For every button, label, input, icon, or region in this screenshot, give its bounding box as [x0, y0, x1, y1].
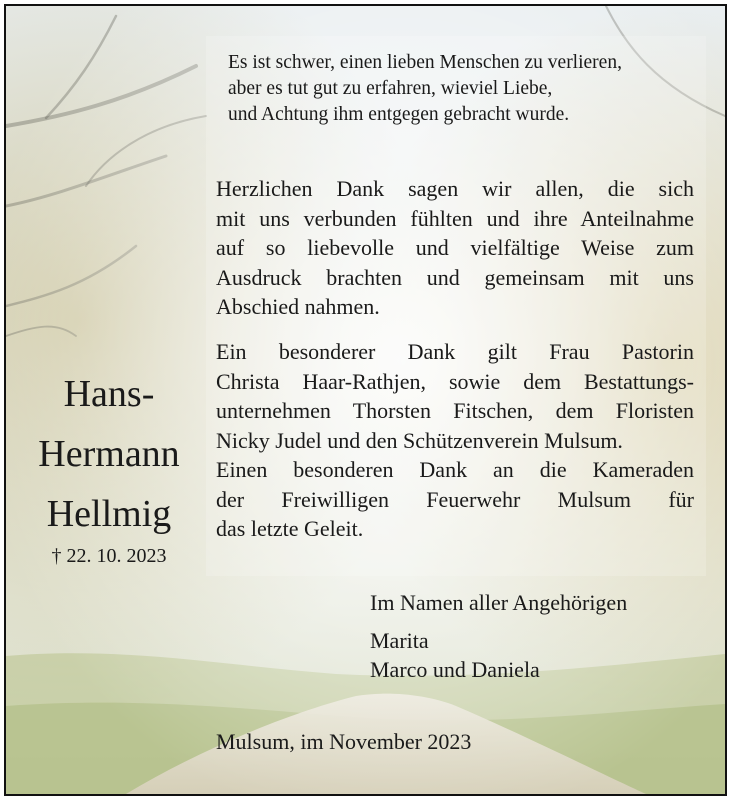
- paragraph-line: Ein besonderer Dank gilt Frau Pastorin: [216, 339, 694, 364]
- paragraph-line: Ausdruck brachten und gemeinsam mit uns: [216, 264, 694, 290]
- paragraph-line: mit uns verbunden fühlten und ihre Anteilnahme: [216, 205, 694, 231]
- signatory-name: Marita: [370, 628, 429, 653]
- paragraph-line: unternehmen Thorsten Fitschen, dem Floristen: [216, 398, 694, 423]
- quote-line: Es ist schwer, einen lieben Menschen zu verlieren,: [228, 52, 622, 73]
- name-line: Hans-: [63, 373, 155, 415]
- paragraph-line: das letzte Geleit.: [216, 516, 364, 541]
- paragraph-line: Herzlichen Dank sagen wir allen, die sich: [216, 176, 694, 201]
- signature-names: [370, 626, 540, 684]
- paragraph-line: Nicky Judel und den Schützenverein Mulsum.: [216, 427, 623, 453]
- paragraph-line: Einen besonderen Dank an die Kameraden: [216, 457, 694, 482]
- obituary-notice: [4, 4, 727, 796]
- paragraph-line: Christa Haar-Rathjen, sowie dem Bestattungs-: [216, 368, 694, 394]
- quote-line: und Achtung ihm entgegen gebracht wurde.: [228, 104, 570, 125]
- death-date: † 22. 10. 2023: [51, 545, 167, 567]
- thanks-paragraph-2: [216, 337, 694, 544]
- paragraph-line: auf so liebevolle und vielfältige Weise zum: [216, 235, 694, 260]
- quote-line: aber es tut gut zu erfahren, wieviel Liebe,: [228, 78, 553, 99]
- signatory-name: Marco und Daniela: [370, 657, 540, 682]
- consolation-quote: [228, 50, 622, 128]
- signature-intro: Im Namen aller Angehörigen: [370, 590, 628, 615]
- deceased-name: [14, 364, 204, 544]
- name-line: Hellmig: [46, 493, 172, 535]
- place-and-date: Mulsum, im November 2023: [216, 729, 472, 754]
- name-line: Hermann: [38, 433, 180, 475]
- paragraph-line: der Freiwilligen Feuerwehr Mulsum für: [216, 486, 694, 512]
- paragraph-line: Abschied nahmen.: [216, 294, 380, 319]
- thanks-paragraph-1: [216, 174, 694, 322]
